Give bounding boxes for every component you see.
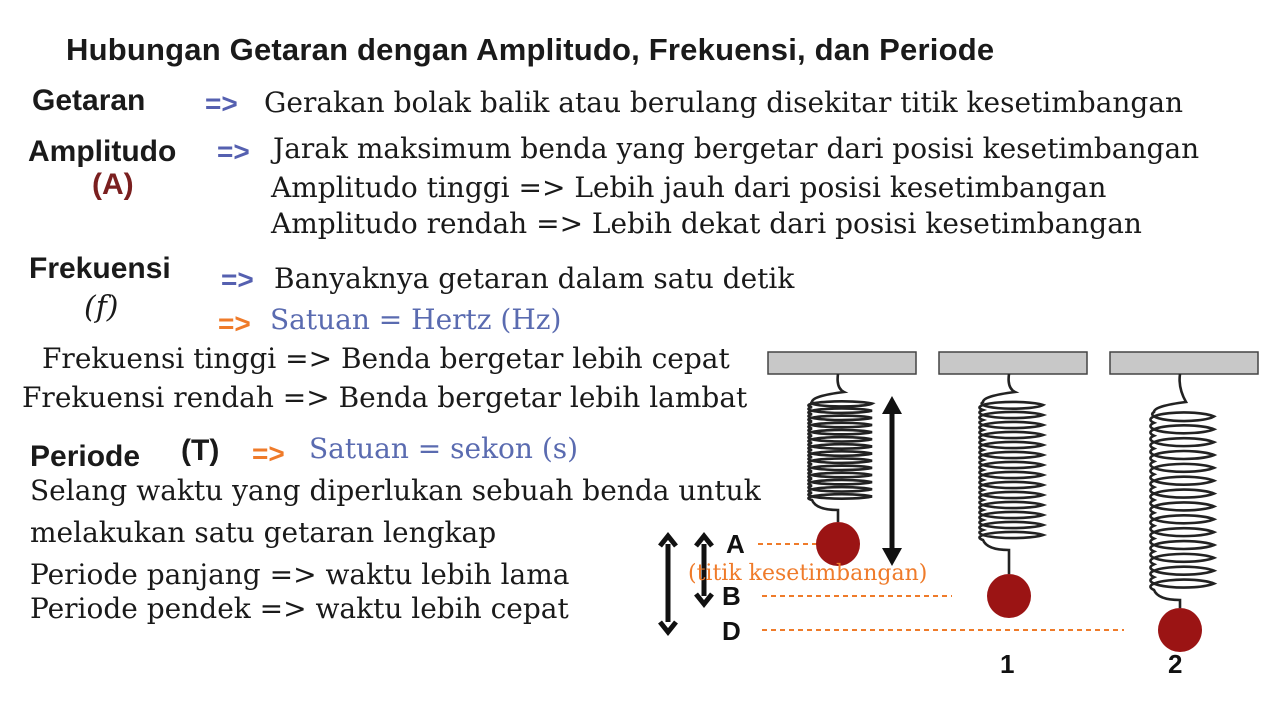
label-d: D <box>722 616 741 646</box>
term-frekuensi: Frekuensi <box>29 252 171 285</box>
symbol-frekuensi: (f) <box>84 290 119 325</box>
term-amplitudo: Amplitudo <box>28 135 177 168</box>
mass-ball-0 <box>816 522 860 566</box>
spring-coil-0 <box>808 374 872 522</box>
arrow-frekuensi: => <box>221 264 254 295</box>
unit-frekuensi: Satuan = Hertz (Hz) <box>270 303 562 336</box>
spring-coil-2 <box>1150 374 1214 608</box>
label-spring-1: 1 <box>1000 649 1015 679</box>
arrow-periode: => <box>252 438 285 469</box>
page-title: Hubungan Getaran dengan Amplitudo, Frekuensi, dan Periode <box>66 32 995 67</box>
amplitudo-low: Amplitudo rendah => Lebih dekat dari posisi kesetimbangan <box>271 207 1142 240</box>
periode-long: Periode panjang => waktu lebih lama <box>30 558 570 591</box>
mass-ball-1 <box>987 574 1031 618</box>
amplitudo-high: Amplitudo tinggi => Lebih jauh dari posisi kesetimbangan <box>271 171 1107 204</box>
left-arrow-long-head-down <box>660 622 676 632</box>
periode-short: Periode pendek => waktu lebih cepat <box>30 592 569 625</box>
amplitude-arrow-head-up <box>882 396 902 414</box>
frekuensi-low: Frekuensi rendah => Benda bergetar lebih lambat <box>22 381 748 414</box>
label-spring-2: 2 <box>1168 649 1183 679</box>
definition-getaran: Gerakan bolak balik atau berulang disekitar titik kesetimbangan <box>264 86 1184 119</box>
label-b: B <box>722 581 741 611</box>
arrow-frekuensi-unit: => <box>218 308 251 339</box>
definition-frekuensi: Banyaknya getaran dalam satu detik <box>274 262 795 295</box>
periode-definition-line2: melakukan satu getaran lengkap <box>30 516 497 549</box>
term-getaran: Getaran <box>32 84 146 117</box>
arrow-getaran: => <box>205 88 238 119</box>
ceiling-bar-1 <box>939 352 1087 374</box>
label-a: A <box>726 529 745 559</box>
definition-amplitudo: Jarak maksimum benda yang bergetar dari posisi kesetimbangan <box>273 132 1200 165</box>
periode-definition-line1: Selang waktu yang diperlukan sebuah benda untuk <box>30 474 761 507</box>
ceiling-bar-2 <box>1110 352 1258 374</box>
mass-ball-2 <box>1158 608 1202 652</box>
ceiling-bar-0 <box>768 352 916 374</box>
spring-coil-1 <box>979 374 1043 574</box>
symbol-periode: (T) <box>181 434 220 467</box>
term-periode: Periode <box>30 440 141 473</box>
frekuensi-high: Frekuensi tinggi => Benda bergetar lebih cepat <box>42 342 730 375</box>
symbol-amplitudo: (A) <box>92 168 134 201</box>
unit-periode: Satuan = sekon (s) <box>309 432 579 465</box>
arrow-amplitudo: => <box>217 136 250 167</box>
equilibrium-label: (titik kesetimbangan) <box>688 561 928 586</box>
